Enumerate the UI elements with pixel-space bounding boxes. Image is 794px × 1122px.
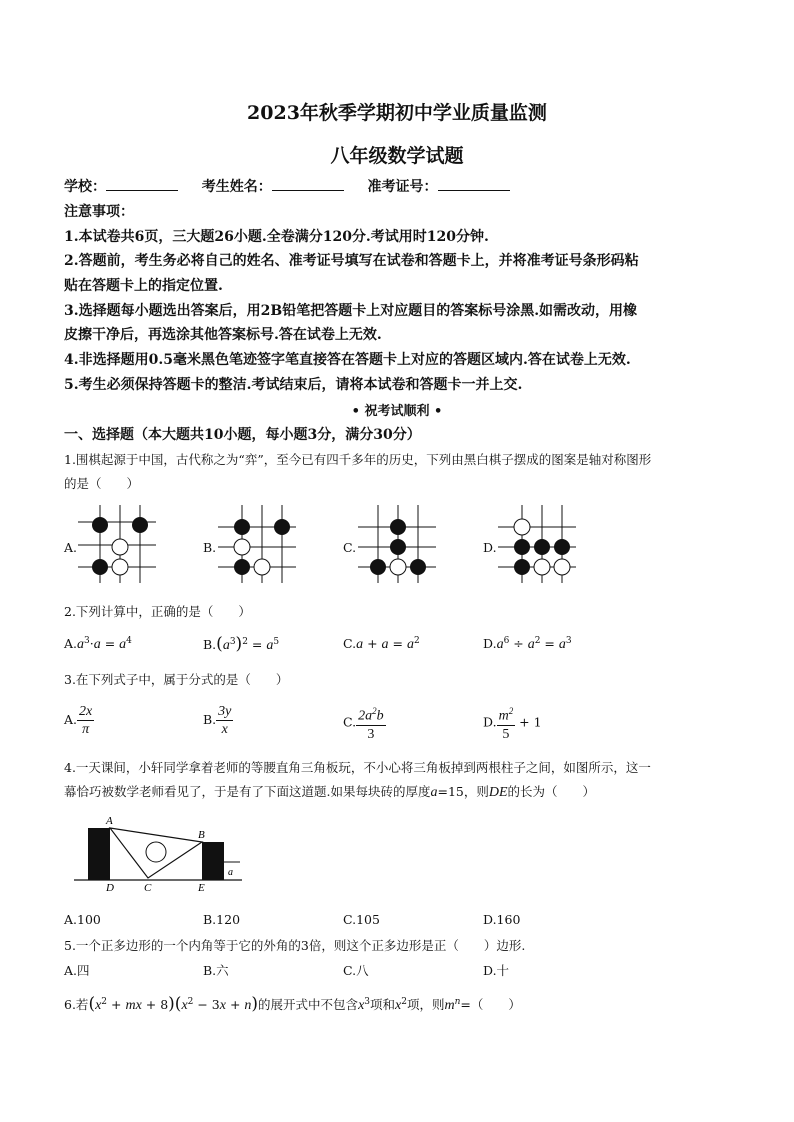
black-stone xyxy=(514,559,530,575)
school-label: 学校： xyxy=(64,179,106,195)
label-b-point: B xyxy=(198,829,205,841)
info-line xyxy=(64,176,510,196)
black-stone xyxy=(274,519,290,535)
good-luck-wish: • 祝考试顺利 • xyxy=(351,404,443,419)
black-stone xyxy=(554,539,570,555)
name-label: 考生姓名： xyxy=(201,179,272,195)
triangle-hole xyxy=(146,842,166,862)
notice-item-2: 2.答题前，考生务必将自己的姓名、准考证号填写在试卷和答题卡上，并将准考证号条形码粘 xyxy=(64,253,639,269)
q1-option-d-go-board xyxy=(498,505,578,585)
name-blank xyxy=(272,178,344,191)
q4-option-c: C.105 xyxy=(343,912,380,927)
notice-heading: 注意事项： xyxy=(64,204,134,220)
label-a-point: A xyxy=(106,815,113,827)
white-stone xyxy=(234,539,250,555)
q4-option-a: A.100 xyxy=(64,912,101,927)
label-a-thickness: a xyxy=(228,867,233,878)
q1-option-b-label: B. xyxy=(203,540,217,555)
q6-stem: 6.若($x^2$ + mx + $8)(x^2 - 3x + n)$的展开式中不包含$x^3$项和$x^2$项，则$m^n=$（ ） xyxy=(64,994,521,1014)
q2-option-d: $D.a^6 \div a^2 = a^3$ xyxy=(483,636,572,653)
q5-option-b: B.六 xyxy=(203,963,229,978)
q1-option-b-go-board xyxy=(218,505,298,585)
white-stone xyxy=(254,559,270,575)
q5-option-d: D.十 xyxy=(483,963,510,978)
white-stone xyxy=(112,539,128,555)
notice-item-4: 4.非选择题用0.5毫米黑色笔迹签字笔直接答在答题卡上对应的答题区域内.答在试卷上无效. xyxy=(64,352,631,368)
black-stone xyxy=(514,539,530,555)
exam-number-blank xyxy=(438,178,510,191)
black-stone xyxy=(234,519,250,535)
notice-item-1: 1.本试卷共6页，三大题26小题.全卷满分120分.考试用时120分钟. xyxy=(64,229,489,245)
exam-subtitle: 八年级数学试题 xyxy=(330,145,464,167)
q1-option-c-go-board xyxy=(358,505,438,585)
right-triangle-board xyxy=(110,828,202,878)
q1-option-d-label: D. xyxy=(483,540,497,555)
black-stone xyxy=(410,559,426,575)
q1-stem-line2: 的是（ ） xyxy=(64,476,140,491)
q5-option-c: C.八 xyxy=(343,963,369,978)
label-c-point: C xyxy=(144,882,152,894)
q1-option-c-label: C. xyxy=(343,540,357,555)
q4-triangle-pillars-figure xyxy=(74,812,244,892)
q2-option-c: $C.a + a = a^2$ xyxy=(343,636,420,653)
white-stone xyxy=(534,559,550,575)
q5-stem: 5.一个正多边形的一个内角等于它的外角的3倍，则这个正多边形是正（ ）边形. xyxy=(64,938,526,953)
q4-stem-line2: 幕恰巧被数学老师看见了，于是有了下面这道题.如果每块砖的厚度a=15，则DE的长为（ ） xyxy=(64,784,596,800)
q1-option-a-label: A. xyxy=(64,540,78,555)
q2-option-b: $B.(a^3)^2 = a^5$ xyxy=(203,634,280,654)
q2-option-a: $A.a^3\cdot a = a^4$ xyxy=(64,636,132,653)
notice-item-5: 5.考生必须保持答题卡的整洁.考试结束后，请将本试卷和答题卡一并上交. xyxy=(64,377,523,393)
q4-stem-line1: 4.一天课间，小轩同学拿着老师的等腰直角三角板玩，不小心将三角板掉到两根柱子之间，如图所示，这一 xyxy=(64,760,651,775)
white-stone xyxy=(514,519,530,535)
school-blank xyxy=(106,178,178,191)
exam-number-label: 准考证号： xyxy=(367,179,438,195)
q3-option-d: D. $\frac{m^2}{5}$ + 1 xyxy=(483,703,542,743)
notice-item-2-cont: 贴在答题卡上的指定位置. xyxy=(64,278,223,294)
black-stone xyxy=(234,559,250,575)
white-stone xyxy=(390,559,406,575)
q3-option-a: A. $\frac{2x}{\pi}$ xyxy=(64,704,93,737)
section-1-heading: 一、选择题（本大题共10小题，每小题3分，满分30分） xyxy=(64,427,421,443)
q3-option-b: B. $\frac{3y}{x}$ xyxy=(203,704,232,737)
q1-option-a-go-board xyxy=(78,505,158,585)
black-stone xyxy=(92,559,108,575)
black-stone xyxy=(132,517,148,533)
notice-item-3-cont: 皮擦干净后，再选涂其他答案标号.答在试卷上无效. xyxy=(64,327,382,343)
left-pillar xyxy=(88,828,110,880)
q1-stem-line1: 1.围棋起源于中国，古代称之为“弈”，至今已有四千多年的历史，下列由黑白棋子摆成的图案是轴对称图形 xyxy=(64,452,652,467)
label-e-point: E xyxy=(198,882,205,894)
q3-stem: 3.在下列式子中，属于分式的是（ ） xyxy=(64,672,289,687)
q5-option-a: A.四 xyxy=(64,963,90,978)
white-stone xyxy=(554,559,570,575)
right-pillar xyxy=(202,842,224,880)
q3-option-c: C. $\frac{2a^2b}{3}$ xyxy=(343,703,386,743)
q4-option-b: B.120 xyxy=(203,912,241,927)
exam-title: 2023年秋季学期初中学业质量监测 xyxy=(247,102,547,124)
q2-stem: 2.下列计算中，正确的是（ ） xyxy=(64,604,251,619)
black-stone xyxy=(390,519,406,535)
q4-option-d: D.160 xyxy=(483,912,521,927)
label-d-point: D xyxy=(106,882,114,894)
black-stone xyxy=(370,559,386,575)
notice-item-3: 3.选择题每小题选出答案后，用2B铅笔把答题卡上对应题目的答案标号涂黑.如需改动，用橡 xyxy=(64,303,638,319)
black-stone xyxy=(390,539,406,555)
black-stone xyxy=(534,539,550,555)
white-stone xyxy=(112,559,128,575)
black-stone xyxy=(92,517,108,533)
